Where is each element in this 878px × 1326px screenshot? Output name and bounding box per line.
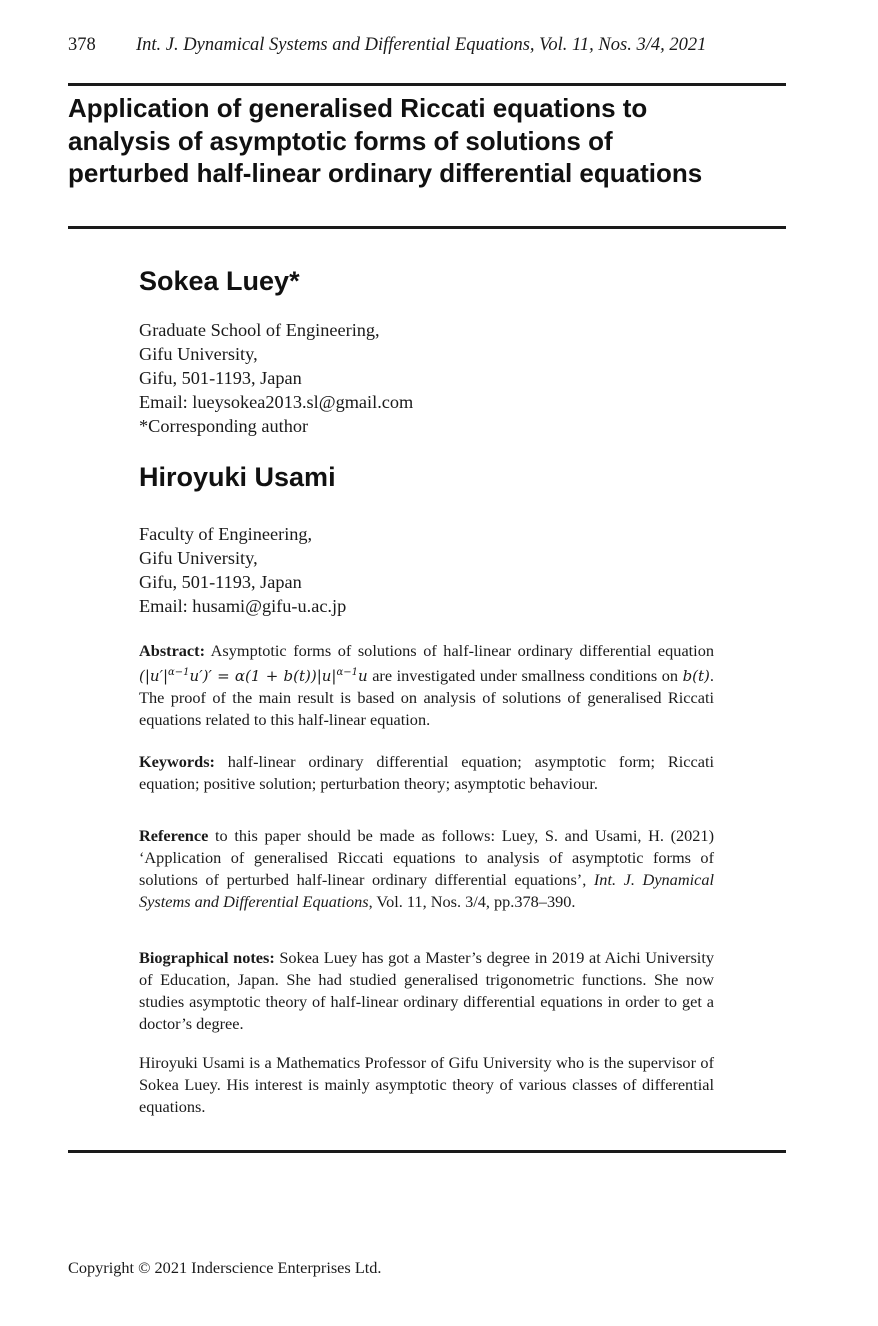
copyright: Copyright © 2021 Inderscience Enterprises Ltd. (68, 1258, 382, 1277)
paper-title: Application of generalised Riccati equations to analysis of asymptotic forms of solutions of perturbed half-linear ordinary differential equations (68, 93, 703, 188)
title-rule (68, 226, 786, 229)
affiliation-line: Gifu, 501-1193, Japan (139, 368, 302, 388)
abstract-text: Asymptotic forms of solutions of half-linear ordinary differential equation (205, 641, 714, 660)
top-rule (68, 83, 786, 86)
affiliation-line: Gifu University, (139, 344, 258, 364)
affiliation-line: Gifu, 501-1193, Japan (139, 572, 302, 592)
journal-citation: Int. J. Dynamical Systems and Differential Equations, Vol. 11, Nos. 3/4, 2021 (136, 35, 707, 55)
biographical-notes-second: Hiroyuki Usami is a Mathematics Professor of Gifu University who is the supervisor of Sokea Luey. His interest is mainly asymptotic theory of various classes of differential equations. (139, 1053, 714, 1116)
affiliation-line: Faculty of Engineering, (139, 524, 313, 544)
reference-text: to this paper should be made as follows: Luey, S. and Usami, H. (2021) ‘Application of generalised Riccati equations to analysis of asymptotic forms of solutions of perturbed half-linear ordinary differential equations’, (139, 826, 714, 889)
reference-journal: Int. J. Dynamical Systems and Differential Equations (139, 870, 714, 911)
running-head (68, 35, 706, 56)
affiliation-line: Graduate School of Engineering, (139, 320, 380, 340)
author-affiliation (139, 522, 346, 618)
reference (139, 825, 714, 913)
keywords (139, 751, 714, 795)
abstract (139, 640, 714, 731)
page-number: 378 (68, 35, 96, 55)
author-name: Sokea Luey* (139, 266, 300, 296)
abstract-label: Abstract: (139, 641, 206, 660)
author-email[interactable]: Email: husami@gifu-u.ac.jp (139, 596, 347, 616)
bottom-rule (68, 1150, 786, 1153)
corresponding-author-note: *Corresponding author (139, 416, 309, 436)
author-affiliation (139, 318, 413, 438)
reference-text: , Vol. 11, Nos. 3/4, pp.378–390. (368, 892, 576, 911)
math-b-of-t: b(t) (682, 667, 710, 685)
reference-label: Reference (139, 826, 209, 845)
author-email[interactable]: Email: lueysokea2013.sl@gmail.com (139, 392, 414, 412)
biographical-notes (139, 947, 714, 1035)
abstract-text: are investigated under smallness conditions on (367, 666, 683, 685)
bio-label: Biographical notes: (139, 948, 275, 967)
abstract-text: . The proof of the main result is based on analysis of solutions of generalised Riccati equations related to this half-linear equation. (139, 666, 714, 729)
keywords-text: half-linear ordinary differential equation; asymptotic form; Riccati equation; positive solution; perturbation theory; asymptotic behaviour. (139, 752, 714, 793)
author-name: Hiroyuki Usami (139, 462, 336, 492)
keywords-label: Keywords: (139, 752, 215, 771)
bio-text: Sokea Luey has got a Master’s degree in 2019 at Aichi University of Education, Japan. She had studied generalised trigonometric functions. She now studies asymptotic theory of half-linear ordinary differential equations in order to get a doctor’s degree. (139, 948, 714, 1033)
equation: $(|u'|^{\alpha-1}u')' = \alpha(1 + b(t))|u|^{\alpha-1}u$ (139, 667, 368, 685)
affiliation-line: Gifu University, (139, 548, 258, 568)
